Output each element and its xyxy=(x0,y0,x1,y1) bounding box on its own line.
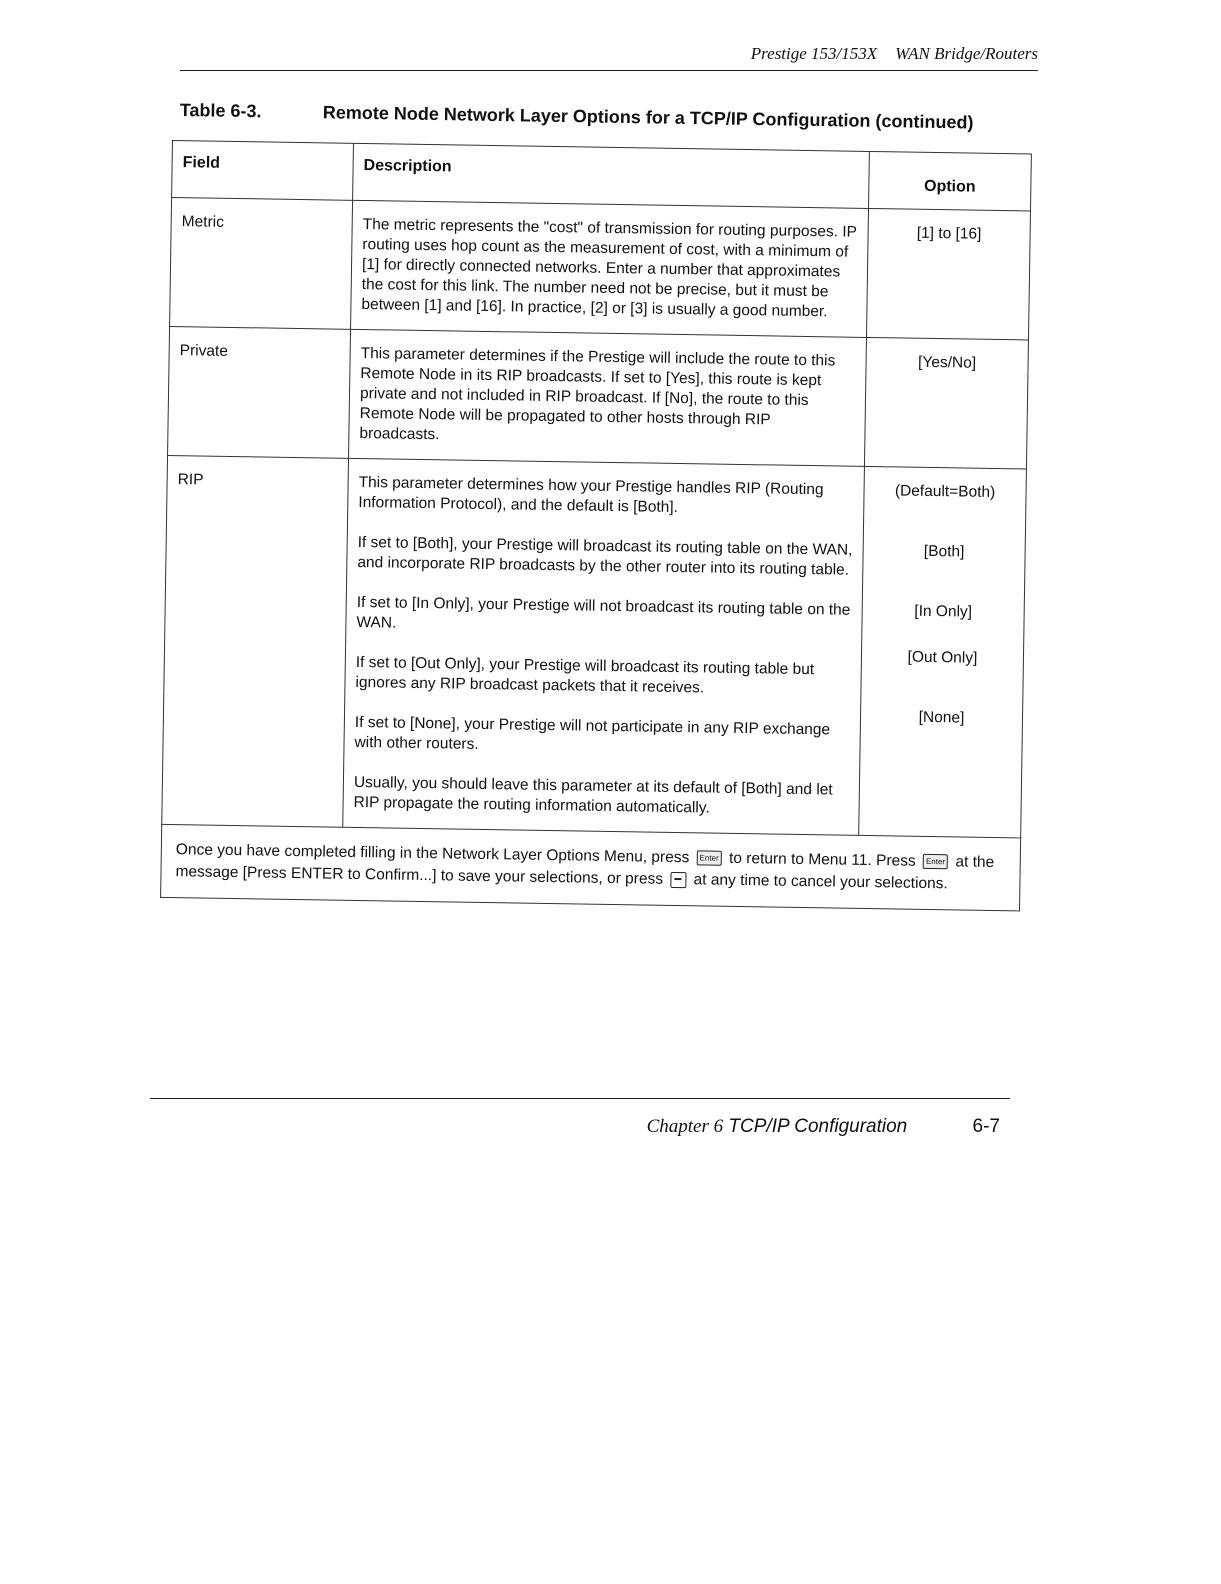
description-cell xyxy=(351,200,869,337)
enter-key-icon: Enter xyxy=(696,851,721,866)
description-cell xyxy=(343,458,865,835)
table-caption xyxy=(180,100,1038,134)
escape-key-icon xyxy=(670,872,686,888)
description-paragraph: If set to [None], your Prestige will not participate in any RIP exchange with other routers. xyxy=(354,713,831,753)
running-header xyxy=(180,42,1038,71)
option-value: [Yes/No] xyxy=(917,353,977,372)
footer-rule xyxy=(150,1098,1010,1113)
running-footer xyxy=(150,1116,1000,1138)
description-paragraph: This parameter determines how your Prestige handles RIP (Routing Information Protocol), and the default is [Both]. xyxy=(358,473,824,516)
option-value: [Out Only] xyxy=(907,648,978,667)
note-text: Once you have completed filling in the Network Layer Options Menu, press xyxy=(175,841,690,867)
field-cell: Metric xyxy=(170,198,353,330)
field-cell: Private xyxy=(168,326,351,458)
column-header-description: Description xyxy=(353,143,870,208)
option-cell xyxy=(864,337,1028,469)
note-text: to return to Menu 11. Press xyxy=(728,849,916,870)
option-value: [Both] xyxy=(923,542,965,561)
header-subtitle: WAN Bridge/Routers xyxy=(895,44,1038,63)
note-cell xyxy=(161,824,1021,910)
option-cell xyxy=(866,208,1030,340)
table-number: Table 6-3. xyxy=(179,100,262,122)
description-paragraph: If set to [Both], your Prestige will broadcast its routing table on the WAN, and incorporate RIP broadcasts by the other router into its routing table. xyxy=(357,533,853,579)
description-paragraph: If set to [Out Only], your Prestige will broadcast its routing table but ignores any RIP broadcast packets that it receives. xyxy=(355,653,815,697)
header-product: Prestige 153/153X xyxy=(750,44,878,63)
footer-chapter-title: TCP/IP Configuration xyxy=(728,1116,908,1137)
table-title: Remote Node Network Layer Options for a TCP/IP Configuration (continued) xyxy=(322,102,974,133)
column-header-option: Option xyxy=(869,151,1032,211)
footer-chapter-word: Chapter 6 xyxy=(646,1116,724,1137)
options-table xyxy=(160,140,1032,911)
description-paragraph: If set to [In Only], your Prestige will not broadcast its routing table on the WAN. xyxy=(356,593,851,632)
option-value: [In Only] xyxy=(914,602,973,621)
table-row-rip xyxy=(162,455,1027,837)
field-cell: RIP xyxy=(162,455,349,827)
description-paragraph: This parameter determines if the Prestige will include the route to this Remote Node in its RIP broadcasts. If set to [Yes], this route is kept private and not included in RIP broadcast. If [No], the route to this Remote Node will be propagated to other hosts through RIP broadcasts. xyxy=(359,344,836,444)
table-row-metric xyxy=(170,198,1031,340)
note-text: at any time to cancel your selections. xyxy=(693,871,948,893)
option-cell xyxy=(859,466,1027,837)
table-row-note xyxy=(161,824,1021,910)
description-paragraph: Usually, you should leave this parameter at its default of [Both] and let RIP propagate the routing information automatically. xyxy=(353,773,833,817)
column-header-field: Field xyxy=(172,141,354,201)
page-number: 6-7 xyxy=(972,1116,1000,1137)
option-value: (Default=Both) xyxy=(894,482,996,501)
description-cell xyxy=(349,329,867,466)
description-paragraph: The metric represents the "cost" of transmission for routing purposes. IP routing uses hop count as the measurement of cost, with a minimum of [1] for directly connected networks. Enter a number that approximates the cost for this link. The number need not be precise, but it must be between [1] and [16]. In practice, [2] or [3] is usually a good number. xyxy=(361,216,857,321)
table-row-private xyxy=(168,326,1029,468)
note-text: at the message [Press ENTER to Confirm...] to save your selections, or press xyxy=(175,853,995,888)
option-value: [1] to [16] xyxy=(916,224,982,243)
enter-key-icon: Enter xyxy=(923,854,948,869)
option-value: [None] xyxy=(918,708,965,727)
